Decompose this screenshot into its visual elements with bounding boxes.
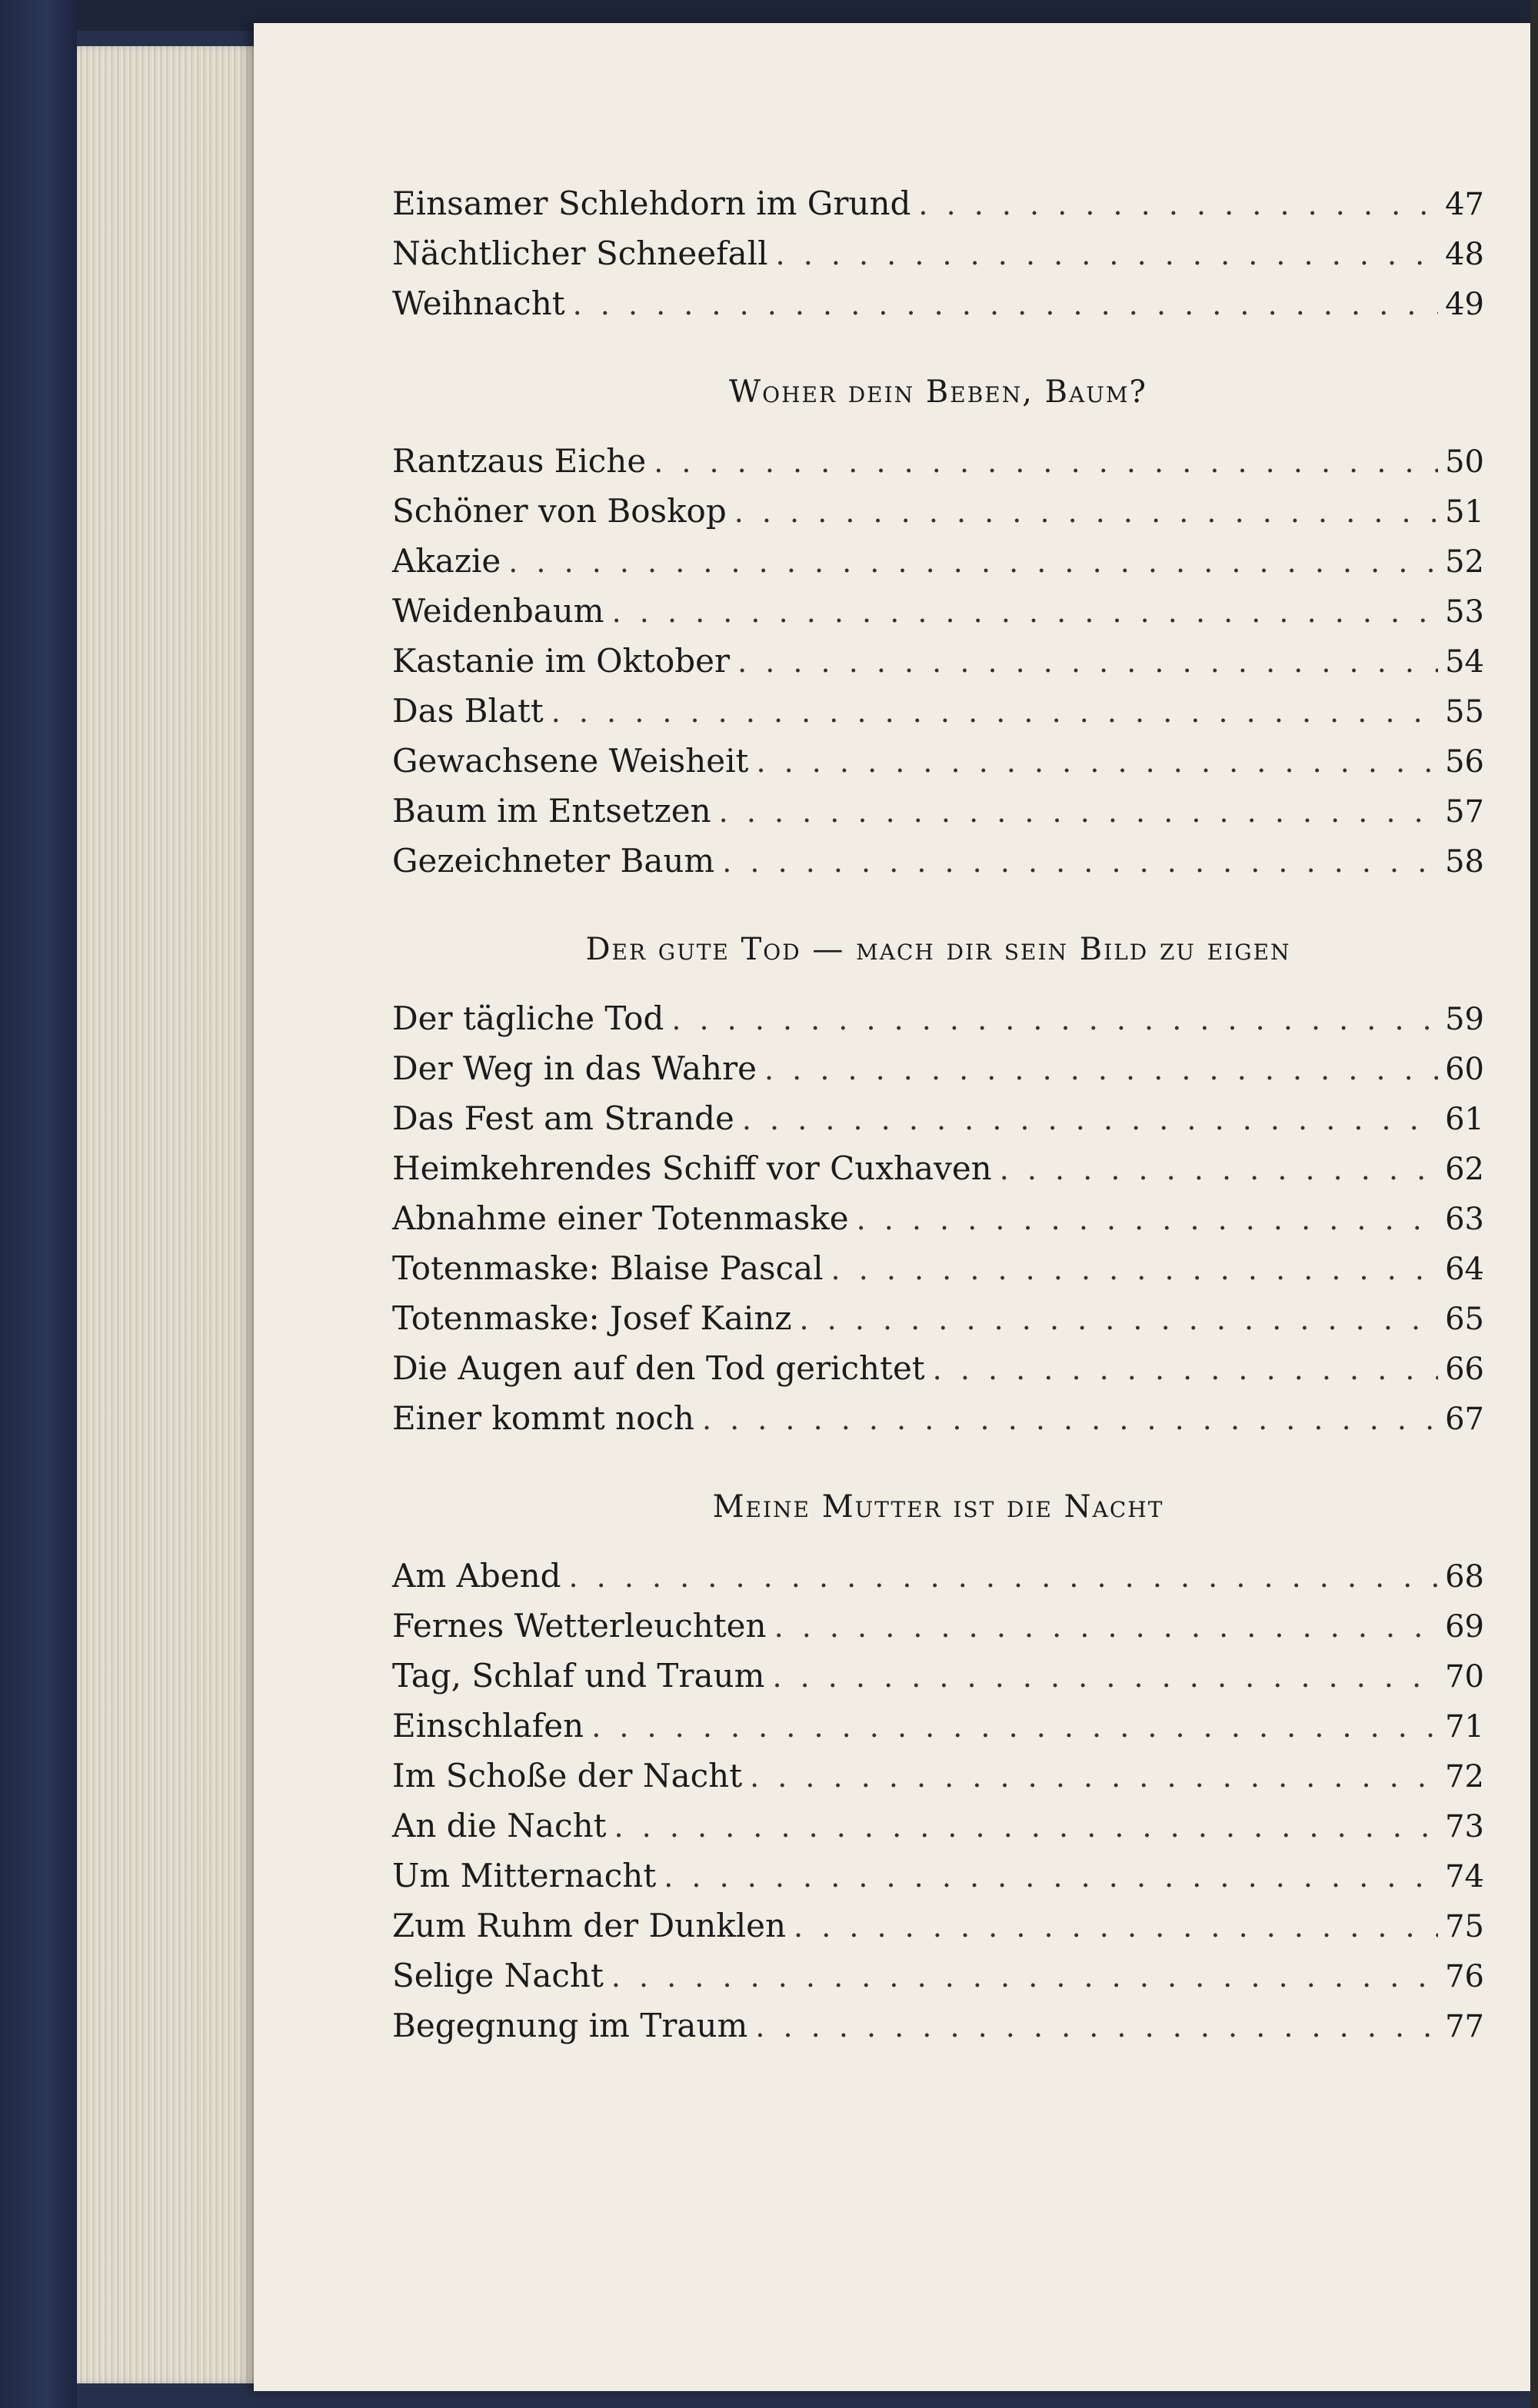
toc-entry-page: 51	[1445, 494, 1484, 530]
dot-leader	[737, 645, 1438, 679]
toc-entry-title: Begegnung im Traum	[392, 2007, 748, 2044]
dot-leader	[774, 1610, 1438, 1644]
toc-entry-title: Heimkehrendes Schiff vor Cuxhaven	[392, 1149, 992, 1187]
toc-entry-title: Gewachsene Weisheit	[392, 742, 749, 780]
section-heading: Meine Mutter ist die Nacht	[712, 1489, 1164, 1525]
toc-entry	[392, 1857, 1484, 1907]
toc-entry-page: 68	[1445, 1559, 1484, 1595]
section-heading: Der gute Tod — mach dir sein Bild zu eigen	[585, 932, 1291, 967]
toc-entry-title: Tag, Schlaf und Traum	[392, 1657, 765, 1695]
toc-entry	[392, 842, 1484, 892]
dot-leader	[857, 1202, 1438, 1236]
dot-leader	[756, 745, 1438, 779]
toc-entry-title: Die Augen auf den Tod gerichtet	[392, 1349, 925, 1387]
toc-entry-title: Nächtlicher Schneefall	[392, 234, 768, 272]
toc-entry-title: Der tägliche Tod	[392, 999, 664, 1037]
toc-entry-title: Totenmaske: Josef Kainz	[392, 1299, 792, 1337]
toc-entry	[392, 592, 1484, 642]
dot-leader	[702, 1402, 1438, 1436]
toc-entry-title: Weidenbaum	[392, 592, 604, 630]
toc-entry-page: 58	[1445, 844, 1484, 880]
dot-leader	[614, 1810, 1439, 1844]
dot-leader	[794, 1910, 1438, 1944]
dot-leader	[654, 445, 1438, 479]
toc-entry	[392, 1707, 1484, 1757]
toc-entry	[392, 1807, 1484, 1857]
toc-entry-page: 47	[1445, 187, 1484, 222]
toc-entry-title: Einschlafen	[392, 1707, 584, 1744]
toc-entry-page: 72	[1445, 1759, 1484, 1794]
dot-leader	[776, 238, 1438, 271]
toc-entry-page: 67	[1445, 1402, 1484, 1437]
dot-leader	[831, 1252, 1438, 1286]
dot-leader	[722, 845, 1438, 879]
toc-entry	[392, 1149, 1484, 1199]
toc-entry-page: 62	[1445, 1152, 1484, 1187]
dot-leader	[573, 288, 1438, 321]
dot-leader	[612, 595, 1438, 629]
dot-leader	[569, 1560, 1438, 1594]
toc-entry	[392, 1049, 1484, 1099]
toc-entry-page: 54	[1445, 644, 1484, 680]
dot-leader	[611, 1960, 1438, 1994]
toc-entry-page: 59	[1445, 1002, 1484, 1037]
toc-entry-title: Im Schoße der Nacht	[392, 1757, 743, 1794]
toc-entry	[392, 1957, 1484, 2007]
book-cover-right	[1530, 0, 1538, 2408]
toc-entry-page: 55	[1445, 694, 1484, 730]
page-edges	[77, 46, 269, 2383]
toc-entry	[392, 792, 1484, 842]
toc-entry	[392, 234, 1484, 284]
dot-leader	[918, 188, 1438, 221]
toc-entry-title: Einsamer Schlehdorn im Grund	[392, 185, 911, 222]
toc-entry	[392, 1299, 1484, 1349]
toc-entry-page: 76	[1445, 1959, 1484, 1994]
toc-entry	[392, 1349, 1484, 1399]
dot-leader	[800, 1302, 1438, 1336]
toc-entry-page: 60	[1445, 1052, 1484, 1087]
toc-entry-page: 53	[1445, 594, 1484, 630]
dot-leader	[591, 1710, 1438, 1744]
toc-entry-page: 48	[1445, 237, 1484, 272]
toc-entry-title: Kastanie im Oktober	[392, 642, 731, 680]
toc-entry	[392, 1657, 1484, 1707]
dot-leader	[772, 1660, 1438, 1694]
toc-entry	[392, 2007, 1484, 2057]
toc-entry-page: 66	[1445, 1352, 1484, 1387]
toc-entry	[392, 692, 1484, 742]
toc-entry-page: 64	[1445, 1252, 1484, 1287]
toc-entry-page: 57	[1445, 794, 1484, 830]
toc-entry	[392, 1099, 1484, 1149]
toc-entry	[392, 1249, 1484, 1299]
toc-entry-title: Das Blatt	[392, 692, 544, 730]
toc-entry-page: 49	[1445, 287, 1484, 322]
toc-entry-page: 70	[1445, 1659, 1484, 1695]
toc-entry-title: Abnahme einer Totenmaske	[392, 1199, 849, 1237]
toc-entry-title: Der Weg in das Wahre	[392, 1049, 757, 1087]
dot-leader	[1000, 1152, 1438, 1186]
toc-entry-title: Schöner von Boskop	[392, 492, 727, 530]
toc-entry	[392, 492, 1484, 542]
dot-leader	[750, 1760, 1438, 1794]
toc-entry	[392, 284, 1484, 334]
toc-entry	[392, 742, 1484, 792]
toc-entry-title: Am Abend	[392, 1557, 561, 1595]
toc-entry-title: Einer kommt noch	[392, 1399, 694, 1437]
toc-entry	[392, 185, 1484, 234]
toc-entry-title: Selige Nacht	[392, 1957, 604, 1994]
toc-entry	[392, 442, 1484, 492]
dot-leader	[742, 1103, 1438, 1136]
toc-entry-page: 65	[1445, 1302, 1484, 1337]
book-cover-spine	[0, 0, 77, 2408]
toc-entry-title: Totenmaske: Blaise Pascal	[392, 1249, 824, 1287]
table-of-contents	[392, 185, 1484, 2057]
toc-entry-page: 50	[1445, 444, 1484, 480]
dot-leader	[764, 1053, 1438, 1086]
toc-entry	[392, 1907, 1484, 1957]
toc-entry-page: 56	[1445, 744, 1484, 780]
toc-entry	[392, 999, 1484, 1049]
toc-entry	[392, 542, 1484, 592]
toc-entry-page: 52	[1445, 544, 1484, 580]
toc-entry	[392, 1557, 1484, 1607]
toc-entry-title: Baum im Entsetzen	[392, 792, 711, 830]
dot-leader	[719, 795, 1438, 829]
toc-entry-page: 75	[1445, 1909, 1484, 1944]
toc-entry-title: Um Mitternacht	[392, 1857, 657, 1894]
toc-entry-title: Gezeichneter Baum	[392, 842, 715, 880]
toc-entry-page: 71	[1445, 1709, 1484, 1744]
toc-entry	[392, 642, 1484, 692]
toc-entry-title: Zum Ruhm der Dunklen	[392, 1907, 787, 1944]
dot-leader	[664, 1860, 1438, 1894]
toc-entry-title: Weihnacht	[392, 284, 565, 322]
toc-entry-page: 61	[1445, 1102, 1484, 1137]
toc-entry-title: Rantzaus Eiche	[392, 442, 647, 480]
toc-entry-title: An die Nacht	[392, 1807, 607, 1844]
section-heading: Woher dein Beben, Baum?	[729, 374, 1147, 410]
toc-entry	[392, 1607, 1484, 1657]
toc-entry-page: 73	[1445, 1809, 1484, 1844]
toc-entry-page: 69	[1445, 1609, 1484, 1645]
dot-leader	[551, 695, 1438, 729]
toc-entry	[392, 1199, 1484, 1249]
toc-entry-title: Das Fest am Strande	[392, 1099, 734, 1137]
dot-leader	[933, 1352, 1438, 1386]
toc-entry-page: 77	[1445, 2009, 1484, 2044]
toc-entry-title: Fernes Wetterleuchten	[392, 1607, 767, 1645]
toc-entry	[392, 1757, 1484, 1807]
toc-entry-page: 63	[1445, 1202, 1484, 1237]
dot-leader	[734, 495, 1438, 529]
dot-leader	[508, 545, 1438, 579]
dot-leader	[755, 2010, 1438, 2044]
dot-leader	[671, 1003, 1438, 1036]
toc-entry-title: Akazie	[392, 542, 501, 580]
toc-entry-page: 74	[1445, 1859, 1484, 1894]
toc-entry	[392, 1399, 1484, 1449]
